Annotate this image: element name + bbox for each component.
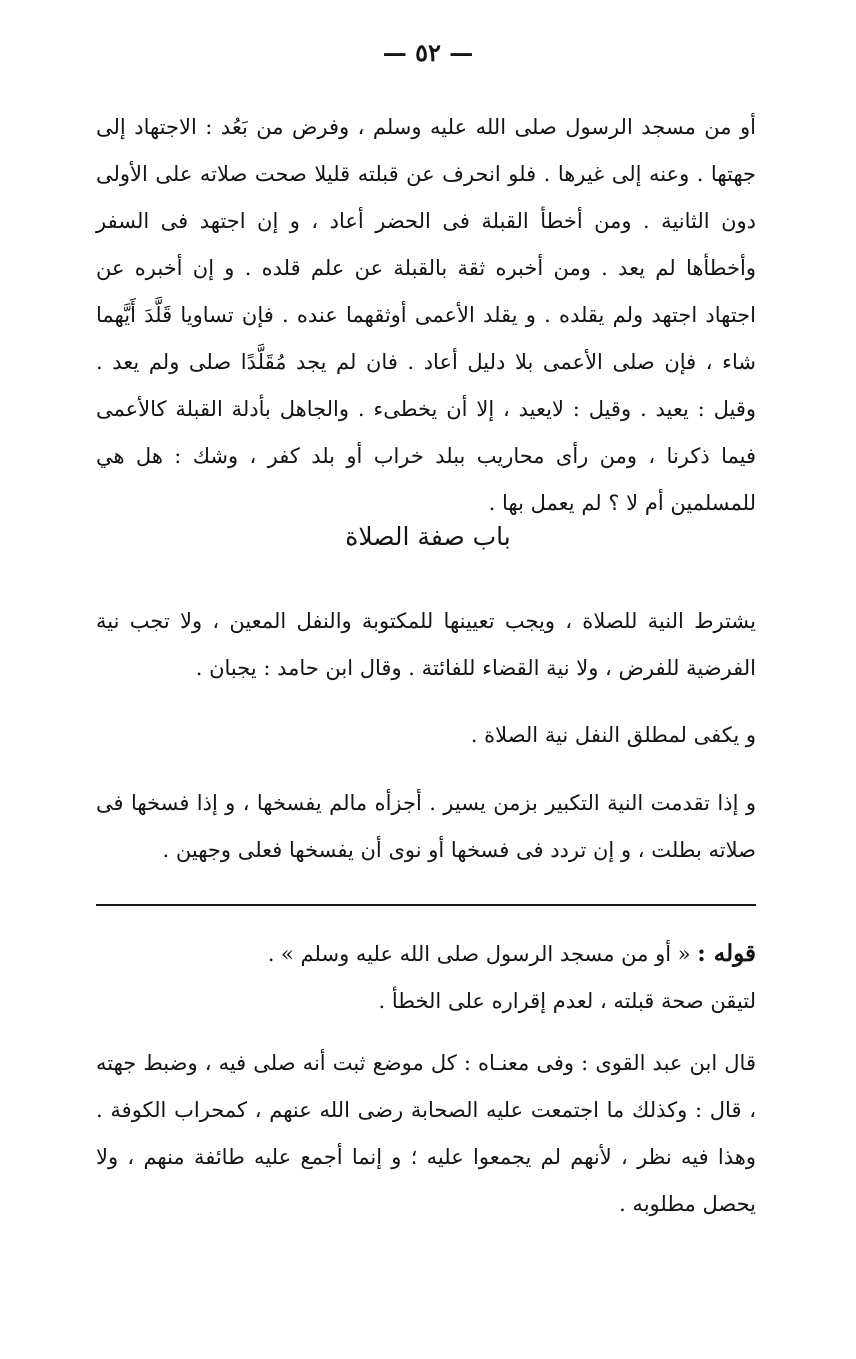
chapter-paragraph-1: يشترط النية للصلاة ، ويجب تعيينها للمكتوبة والنفل المعين ، ولا تجب نية الفرضية للفرض ، ولا نية القضاء للفائتة . وقال ابن حامد : يجبان . (96, 609, 756, 680)
main-text-block (96, 104, 756, 527)
chapter-paragraph-1-block (96, 598, 756, 692)
footnote-divider (96, 904, 756, 906)
footnote-quote-line (96, 930, 756, 978)
footnote-quote: « أو من مسجد الرسول صلى الله عليه وسلم » . (267, 942, 691, 966)
footnote-line-2: لتيقن صحة قبلته ، لعدم إقراره على الخطأ . (378, 989, 756, 1013)
page-number: — ٥٢ — (382, 38, 474, 67)
chapter-paragraph-3: و إذا تقدمت النية التكبير بزمن يسير . أجزأه مالم يفسخها ، و إذا فسخها فى صلاته بطلت ، و إن تردد فى فسخها أو نوى أن يفسخها فعلى وجهين . (96, 791, 756, 862)
chapter-paragraph-3-block (96, 780, 756, 874)
footnote-block-1 (96, 930, 756, 1025)
footnote-paragraph-2: قال ابن عبد القوى : وفى معنـاه : كل موضع ثبت أنه صلى فيه ، وضبط جهته ، قال : وكذلك ما اجتمعت عليه الصحابة رضى الله عنهم ، كمحراب الكوفة . وهذا فيه نظر ، لأنهم لم يجمعوا عليه ؛ و إنما أجمع عليه طائفة منهم ، ولا يحصل مطلوبه . (96, 1051, 756, 1216)
chapter-paragraph-2: و يكفى لمطلق النفل نية الصلاة . (470, 723, 756, 747)
main-paragraph: أو من مسجد الرسول صلى الله عليه وسلم ، وفرض من بَعُد : الاجتهاد إلى جهتها . وعنه إلى غيرها . فلو انحرف عن قبلته قليلا صحت صلاته على الأولى دون الثانية . ومن أخطأ القبلة فى الحضر أعاد ، و إن اجتهد فى السفر وأخطأها لم يعد . ومن أخبره ثقة بالقبلة عن علم قلده . و إن أخبره عن اجتهاد اجتهد ولم يقلده . و يقلد الأعمى أوثقهما عنده . فإن تساويا قَلَّدَ أَيَّهما شاء ، فإن صلى الأعمى بلا دليل أعاد . فان لم يجد مُقَلَّدًا صلى ولم يعد . وقيل : يعيد . وقيل : لايعيد ، إلا أن يخطىء . والجاهل بأدلة القبلة كالأعمى فيما ذكرنا ، ومن رأى محاريب ببلد خراب أو بلد كفر ، وشك : هل هي للمسلمين أم لا ؟ لم يعمل بها . (96, 115, 756, 515)
footnote-lead-word: قوله : (697, 940, 756, 967)
chapter-heading: باب صفة الصلاة (345, 522, 511, 551)
footnote-block-2 (96, 1040, 756, 1228)
chapter-paragraph-2-block (96, 712, 756, 759)
